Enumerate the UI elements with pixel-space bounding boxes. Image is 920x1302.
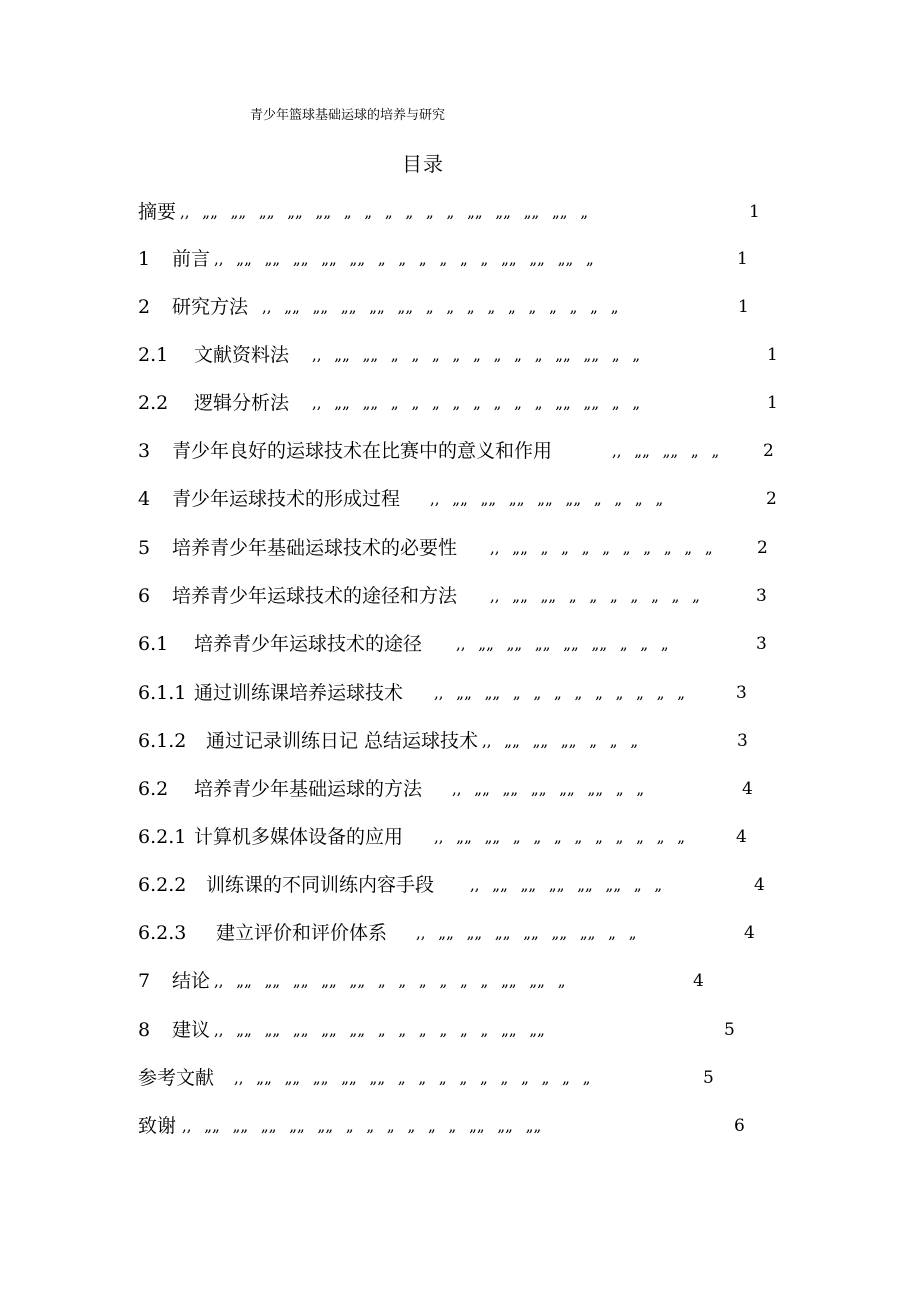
document-header: 青少年篮球基础运球的培养与研究 — [250, 108, 446, 123]
toc-entry-title: 研究方法 — [172, 296, 249, 318]
toc-entry-page: 5 — [724, 1020, 735, 1040]
toc-entry-page: 2 — [763, 441, 774, 461]
toc-entry-number: 5 — [138, 537, 151, 559]
toc-entry-title: 文献资料法 — [194, 344, 290, 366]
toc-entry-number: 6.1 — [138, 633, 169, 655]
toc-entry-page: 1 — [737, 249, 748, 269]
toc-entry[interactable] — [138, 197, 798, 227]
toc-entry-title: 通过记录训练日记 总结运球技术 — [206, 730, 479, 752]
toc-entry-number: 2 — [138, 296, 151, 318]
toc-entry-number: 3 — [138, 440, 151, 462]
toc-entry-title: 前言 — [172, 248, 211, 270]
toc-entry-leader: ,, „„ „ „ „ „ „ „ „ „ „ — [490, 539, 713, 557]
toc-title: 目录 — [402, 152, 444, 176]
toc-entry-leader: ,, „„ „„ „„ „„ „„ „ „ — [470, 876, 663, 894]
toc-entry-number: 8 — [138, 1019, 151, 1041]
toc-entry-title: 摘要 — [138, 201, 177, 223]
toc-entry[interactable] — [138, 870, 798, 900]
toc-entry-title: 培养青少年运球技术的途径和方法 — [172, 585, 458, 607]
toc-entry-leader: ,, „„ „„ „„ „ „ „ — [482, 732, 639, 750]
toc-entry-leader: ,, „„ „„ „„ „„ „„ „ „ „ — [456, 635, 669, 653]
toc-entry-title: 青少年运球技术的形成过程 — [172, 488, 401, 510]
toc-entry-leader: ,, „„ „„ „ „ „ „ „ „ „ „ „„ „„ „ „ — [312, 346, 641, 364]
toc-entry-page: 2 — [766, 489, 777, 509]
toc-entry-page: 3 — [756, 634, 767, 654]
toc-entry-page: 1 — [749, 202, 760, 222]
toc-entry-title: 计算机多媒体设备的应用 — [194, 826, 404, 848]
toc-entry-title: 建议 — [172, 1019, 211, 1041]
toc-entry-number: 6.2.2 — [138, 874, 187, 896]
toc-entry-title: 培养青少年运球技术的途径 — [194, 633, 423, 655]
toc-entry-leader: ,, „„ „„ „„ „„ „„ „ „ „ „ „ „ „„ „„ „„ „„ „ — [180, 203, 589, 221]
toc-entry-page: 1 — [767, 345, 778, 365]
toc-entry[interactable] — [138, 244, 798, 274]
toc-entry-page: 4 — [742, 779, 753, 799]
toc-entry-title: 建立评价和评价体系 — [216, 922, 388, 944]
toc-entry-number: 6.2.3 — [138, 922, 187, 944]
toc-entry-title: 致谢 — [138, 1115, 177, 1137]
toc-entry-leader: ,, „„ „„ „„ „„ „„ „ „ — [452, 780, 645, 798]
toc-entry[interactable] — [138, 436, 798, 466]
toc-entry-page: 4 — [693, 971, 704, 991]
toc-entry-page: 2 — [757, 538, 768, 558]
toc-entry-number: 6.2.1 — [138, 826, 187, 848]
toc-entry[interactable] — [138, 1063, 798, 1093]
toc-entry-number: 2.1 — [138, 344, 169, 366]
toc-entry-leader: ,, „„ „„ „„ „„ „„ „ „ „ „ „ „ „„ „„ — [214, 1021, 545, 1039]
toc-entry-number: 1 — [138, 248, 151, 270]
toc-entry-number: 6 — [138, 585, 151, 607]
toc-entry-title: 参考文献 — [138, 1067, 215, 1089]
toc-entry-title: 逻辑分析法 — [194, 392, 290, 414]
toc-entry-page: 6 — [734, 1116, 745, 1136]
toc-entry-page: 1 — [767, 393, 778, 413]
toc-entry-number: 6.2 — [138, 778, 169, 800]
toc-entry[interactable] — [138, 340, 798, 370]
toc-entry-leader: ,, „„ „„ „ „ „ „ „ „ „ „ „ — [434, 828, 686, 846]
toc-entry-leader: ,, „„ „„ „ „ „ „ „ „ „ „ „ — [434, 684, 686, 702]
toc-entry-title: 培养青少年基础运球技术的必要性 — [172, 537, 458, 559]
toc-entry-title: 训练课的不同训练内容手段 — [206, 874, 435, 896]
toc-entry-leader: ,, „„ „„ „„ „„ „„ „ „ „ „ „ „ „„ „„ „„ „ — [214, 250, 594, 268]
toc-entry-number: 7 — [138, 970, 151, 992]
toc-entry[interactable] — [138, 581, 798, 611]
toc-entry-page: 4 — [736, 827, 747, 847]
toc-entry[interactable] — [138, 822, 798, 852]
toc-entry-page: 5 — [703, 1068, 714, 1088]
toc-entry[interactable] — [138, 726, 798, 756]
toc-entry-leader: ,, „„ „„ „„ „„ „„ „„ „ „ — [416, 924, 637, 942]
toc-entry-leader: ,, „„ „„ „ „ — [612, 442, 720, 460]
toc-entry-page: 4 — [744, 923, 755, 943]
toc-entry-number: 6.1.1 — [138, 682, 187, 704]
toc-entry-title: 培养青少年基础运球的方法 — [194, 778, 423, 800]
toc-entry[interactable] — [138, 966, 798, 996]
toc-entry-number: 2.2 — [138, 392, 169, 414]
toc-entry-leader: ,, „„ „„ „ „ „ „ „ „ „ — [490, 587, 700, 605]
toc-entry[interactable] — [138, 1015, 798, 1045]
toc-entry-leader: ,, „„ „„ „„ „„ „„ „ „ „ „ „ „ „ „ „ „ — [234, 1069, 591, 1087]
toc-entry[interactable] — [138, 292, 798, 322]
toc-entry[interactable] — [138, 533, 798, 563]
toc-entry[interactable] — [138, 484, 798, 514]
toc-entry-page: 3 — [736, 683, 747, 703]
toc-entry[interactable] — [138, 678, 798, 708]
toc-entry-leader: ,, „„ „„ „„ „„ „„ „ „ „ „ „ „ „„ „„ „„ — [182, 1117, 542, 1135]
toc-entry[interactable] — [138, 388, 798, 418]
toc-entry-leader: ,, „„ „„ „„ „„ „„ „ „ „ „ — [430, 490, 664, 508]
toc-entry-number: 6.1.2 — [138, 730, 187, 752]
toc-entry-number: 4 — [138, 488, 151, 510]
toc-entry[interactable] — [138, 918, 798, 948]
toc-entry[interactable] — [138, 629, 798, 659]
toc-entry-page: 1 — [738, 297, 749, 317]
toc-entry[interactable] — [138, 774, 798, 804]
toc-entry-page: 3 — [756, 586, 767, 606]
toc-entry-page: 4 — [754, 875, 765, 895]
toc-entry-title: 青少年良好的运球技术在比赛中的意义和作用 — [172, 440, 553, 462]
toc-entry-title: 结论 — [172, 970, 211, 992]
toc-entry-leader: ,, „„ „„ „ „ „ „ „ „ „ „ „„ „„ „ „ — [312, 394, 641, 412]
toc-entry-leader: ,, „„ „„ „„ „„ „„ „ „ „ „ „ „ „ „ „ „ — [262, 298, 619, 316]
toc-entry-page: 3 — [737, 731, 748, 751]
toc-entry[interactable] — [138, 1111, 798, 1141]
toc-entry-leader: ,, „„ „„ „„ „„ „„ „ „ „ „ „ „ „„ „„ „ — [214, 972, 566, 990]
toc-entry-title: 通过训练课培养运球技术 — [194, 682, 404, 704]
